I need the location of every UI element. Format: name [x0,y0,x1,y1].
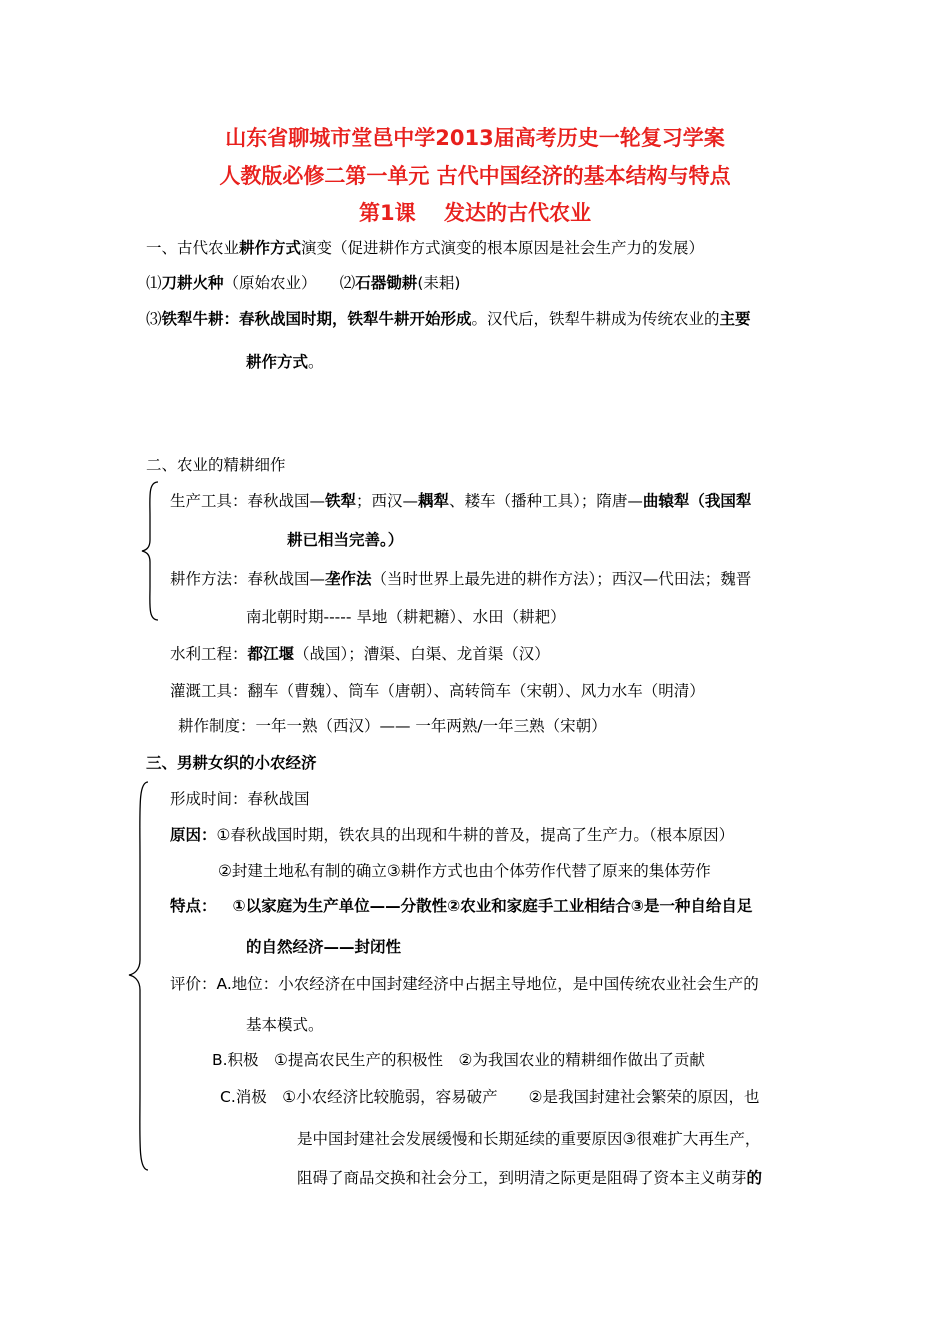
bold-text: 特点： [170,897,217,915]
bold-text: 耦犁 [418,492,450,510]
bold-text: 曲辕犁（我国犁 [642,492,752,510]
brace-left [126,780,152,1172]
method-line-2: 南北朝时期----- 旱地（耕耙耱）、水田（耕耙） [246,608,566,626]
brace-left [140,480,162,622]
water-line [170,642,550,664]
evaluation-line: 评价：A.地位：小农经济在中国封建经济中占据主导地位，是中国传统农业社会生产的 [170,975,759,993]
document-title: 山东省聊城市堂邑中学2013届高考历史一轮复习学案 [225,126,725,150]
cause-line-2: ②封建土地私有制的确立③耕作方式也由个体劳作代替了原来的集体劳作 [218,862,711,880]
text: 、耧车（播种工具）；隋唐— [449,492,643,510]
bold-text: 石器锄耕 [355,274,418,292]
method-line [170,567,751,589]
text: （原始农业） ⑵ [223,274,356,292]
text: 。汉代后，铁犁牛耕成为传统农业的 [471,310,720,328]
bold-text: 耕作方式 [246,353,309,371]
text: (耒耜) [417,274,461,292]
text: 水利工程： [170,645,248,663]
positive-line: B.积极 ①提高农民生产的积极性 ②为我国农业的精耕细作做出了贡献 [212,1051,705,1069]
formation-time: 形成时间：春秋战国 [170,790,310,808]
text: 。 [308,353,324,371]
bold-text: 铁犁牛耕：春秋战国时期，铁犁牛耕开始形成 [161,310,472,328]
negative-line: C.消极 ①小农经济比较脆弱，容易破产 ②是我国封建社会繁荣的原因，也 [220,1088,760,1106]
text: （战国）；漕渠、白渠、龙首渠（汉） [294,645,550,663]
text: ；西汉— [356,492,419,510]
bold-text: 主要 [719,310,751,328]
document-subtitle: 人教版必修二第一单元 古代中国经济的基本结构与特点 [219,164,731,188]
bold-text: 的 [746,1169,763,1187]
text: ①春秋战国时期，铁农具的出现和牛耕的普及，提高了生产力。（根本原因） [216,826,735,844]
heading-bold: 耕作方式 [239,239,302,257]
farming-system-line: 耕作制度：一年一熟（西汉）—— 一年两熟/一年三熟（宋朝） [178,717,607,735]
tools-line [170,489,751,511]
text: 生产工具：春秋战国— [170,492,326,510]
bold-text: 都江堰 [247,645,295,663]
evaluation-line-2: 基本模式。 [246,1016,324,1034]
bold-text: 刀耕火种 [161,274,224,292]
s1-line-2 [146,307,751,329]
s1-line-3 [246,350,324,372]
feature-line [170,894,752,916]
cause-line [170,823,734,845]
section-1-heading [146,236,704,258]
bold-text: 铁犁 [325,492,357,510]
lesson-title: 第1课 发达的古代农业 [359,201,591,225]
bold-text: 原因： [170,826,217,844]
text: （当时世界上最先进的耕作方法）；西汉—代田法；魏晋 [371,570,752,588]
s1-line-1 [146,271,460,293]
irrigation-line: 灌溉工具：翻车（曹魏）、筒车（唐朝）、高转筒车（宋朝）、风力水车（明清） [170,682,705,700]
negative-line-2: 是中国封建社会发展缓慢和长期延续的重要原因③很难扩大再生产， [297,1130,761,1148]
heading-text: 演变（促进耕作方式演变的根本原因是社会生产力的发展） [301,239,705,257]
bold-text: ①以家庭为生产单位——分散性②农业和家庭手工业相结合③是一种自给自足 [232,897,753,915]
text: 阻碍了商品交换和社会分工，到明清之际更是阻碍了资本主义萌芽 [297,1169,747,1187]
section-3-heading: 三、男耕女织的小农经济 [146,754,317,772]
section-2-heading: 二、农业的精耕细作 [146,456,286,474]
heading-text: 一、古代农业 [146,239,240,257]
bold-text: 垄作法 [325,570,372,588]
negative-line-3 [297,1166,762,1188]
text: ⑶ [146,310,162,328]
feature-line-2: 的自然经济——封闭性 [246,938,402,956]
tools-line-2: 耕已相当完善。） [287,531,404,549]
text: ⑴ [146,274,162,292]
text: 耕作方法：春秋战国— [170,570,326,588]
